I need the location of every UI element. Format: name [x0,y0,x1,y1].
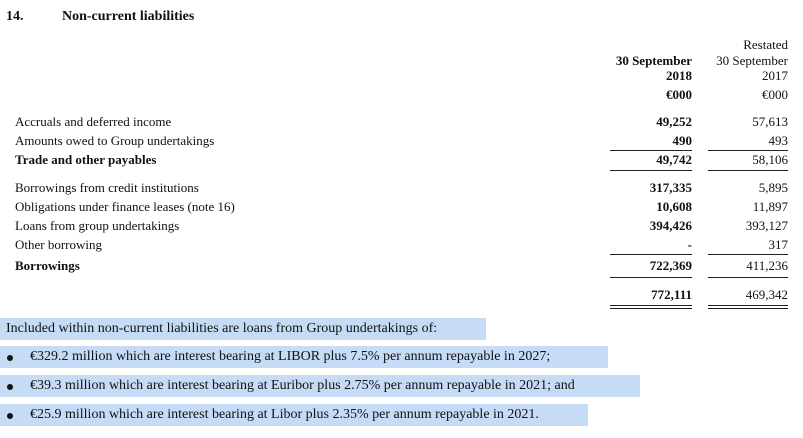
total-label: Trade and other payables [15,152,157,167]
grand-total-rule [708,308,788,309]
current-header-date: 30 September [615,53,692,68]
row-current-value: 490 [672,133,692,148]
total-rule [708,170,788,171]
row-prior-value: 317 [768,237,788,252]
row-current-value: - [687,237,692,252]
prior-header-year: 2017 [762,68,788,83]
note-intro: Included within non-current liabilities are loans from Group undertakings of: [6,321,438,336]
prior-header-date: 30 September [716,53,788,68]
current-header-year: 2018 [666,68,692,83]
row-current-value: 49,252 [656,114,692,129]
total-rule [610,170,692,171]
row-current-value: 394,426 [649,218,692,233]
row-label: Accruals and deferred income [15,114,172,129]
row-prior-value: 493 [768,133,788,148]
subtotal-rule [610,254,692,255]
grand-total-rule [610,305,692,306]
row-current-value: 10,608 [656,199,692,214]
section-title: Non-current liabilities [62,9,195,24]
row-label: Amounts owed to Group undertakings [15,133,215,148]
row-current-value: 317,335 [649,180,692,195]
subtotal-rule [610,150,692,151]
grand-total-prior-value: 469,342 [745,287,788,302]
total-current-value: 49,742 [656,152,692,167]
bullet-icon [7,413,13,419]
total-prior-value: 58,106 [752,152,788,167]
current-header-unit: €000 [666,87,692,102]
row-label: Other borrowing [15,237,103,252]
row-prior-value: 11,897 [752,199,788,214]
grand-total-current-value: 772,111 [651,287,692,302]
row-label: Obligations under finance leases (note 16) [15,199,235,214]
grand-total-rule [610,308,692,309]
total-label: Borrowings [15,258,80,273]
total-prior-value: 411,236 [746,258,788,273]
total-rule [610,277,692,278]
bullet-icon [7,355,13,361]
row-label: Loans from group undertakings [15,218,180,233]
total-current-value: 722,369 [649,258,692,273]
note-bullet-text: €329.2 million which are interest bearing at LIBOR plus 7.5% per annum repayable in 2027; [30,349,551,364]
row-prior-value: 5,895 [758,180,788,195]
section-number: 14. [6,9,24,24]
total-rule [708,277,788,278]
bullet-icon [7,384,13,390]
row-prior-value: 393,127 [745,218,788,233]
prior-header-restated: Restated [743,37,788,52]
note-bullet-text: €39.3 million which are interest bearing at Euribor plus 2.75% per annum repayable in 2021; and [30,378,575,393]
subtotal-rule [708,150,788,151]
subtotal-rule [708,254,788,255]
row-label: Borrowings from credit institutions [15,180,199,195]
note-bullet-text: €25.9 million which are interest bearing at Libor plus 2.35% per annum repayable in 2021. [30,407,539,422]
row-prior-value: 57,613 [752,114,788,129]
grand-total-rule [708,305,788,306]
prior-header-unit: €000 [762,87,788,102]
